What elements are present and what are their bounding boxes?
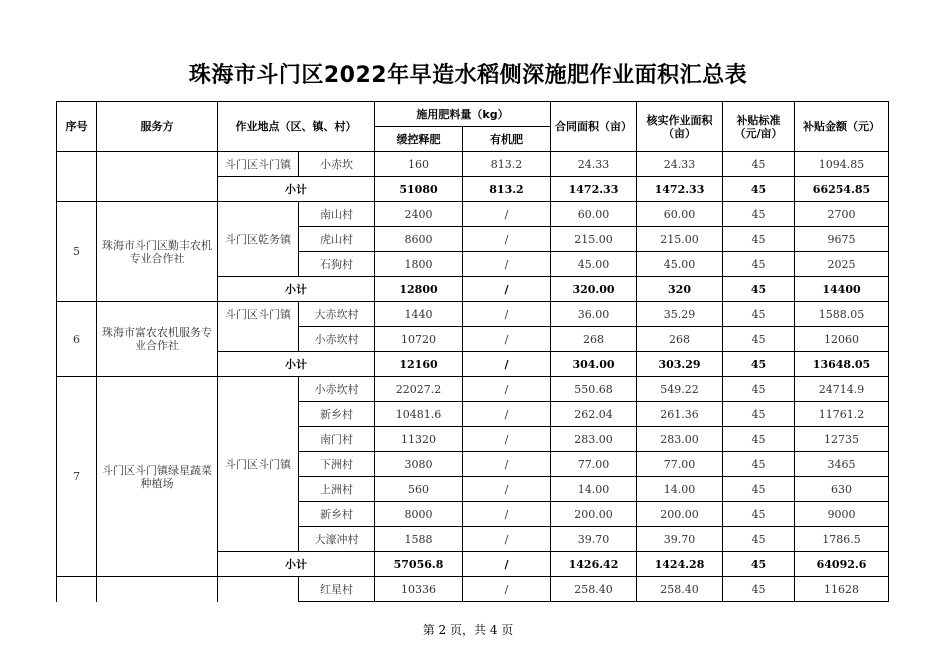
subtotal-label: 小计 — [218, 177, 375, 202]
subtotal-verified: 1472.33 — [637, 177, 723, 202]
slow-cell: 2400 — [375, 202, 463, 227]
subtotal-std: 45 — [723, 552, 795, 577]
summary-table — [56, 101, 889, 602]
slow-cell: 560 — [375, 477, 463, 502]
contract-cell: 60.00 — [551, 202, 637, 227]
verified-cell: 200.00 — [637, 502, 723, 527]
town-cell: 斗门区斗门镇 — [218, 152, 299, 177]
contract-cell: 24.33 — [551, 152, 637, 177]
contract-cell: 262.04 — [551, 402, 637, 427]
subtotal-amount: 14400 — [795, 277, 889, 302]
subtotal-organic: / — [463, 552, 551, 577]
verified-cell: 549.22 — [637, 377, 723, 402]
subtotal-organic: 813.2 — [463, 177, 551, 202]
std-cell: 45 — [723, 252, 795, 277]
contract-cell: 268 — [551, 327, 637, 352]
std-cell: 45 — [723, 327, 795, 352]
subtotal-slow: 12800 — [375, 277, 463, 302]
page-title: 珠海市斗门区2022年早造水稻侧深施肥作业面积汇总表 — [188, 63, 748, 88]
header-subsidy-std: 补贴标准（元/亩） — [723, 102, 795, 152]
header-fertilizer: 施用肥料量（kg） — [375, 102, 551, 127]
slow-cell: 10481.6 — [375, 402, 463, 427]
header-row — [57, 102, 889, 127]
village-cell: 小赤坎村 — [299, 377, 375, 402]
verified-cell: 258.40 — [637, 577, 723, 602]
verified-cell: 35.29 — [637, 302, 723, 327]
subtotal-amount: 64092.6 — [795, 552, 889, 577]
contract-cell: 258.40 — [551, 577, 637, 602]
verified-cell: 268 — [637, 327, 723, 352]
organic-cell: / — [463, 402, 551, 427]
subtotal-verified: 1424.28 — [637, 552, 723, 577]
std-cell: 45 — [723, 302, 795, 327]
std-cell: 45 — [723, 152, 795, 177]
header-verified-area: 核实作业面积（亩） — [637, 102, 723, 152]
organic-cell: / — [463, 577, 551, 602]
organic-cell: / — [463, 227, 551, 252]
organic-cell: / — [463, 252, 551, 277]
subtotal-slow: 51080 — [375, 177, 463, 202]
table-row — [57, 202, 889, 227]
village-cell: 上洲村 — [299, 477, 375, 502]
organic-cell: / — [463, 477, 551, 502]
seq-cell — [57, 152, 97, 202]
slow-cell: 10720 — [375, 327, 463, 352]
amount-cell: 1094.85 — [795, 152, 889, 177]
subtotal-std: 45 — [723, 177, 795, 202]
slow-cell: 22027.2 — [375, 377, 463, 402]
contract-cell: 200.00 — [551, 502, 637, 527]
std-cell: 45 — [723, 527, 795, 552]
subtotal-amount: 66254.85 — [795, 177, 889, 202]
verified-cell: 39.70 — [637, 527, 723, 552]
amount-cell: 2700 — [795, 202, 889, 227]
verified-cell: 24.33 — [637, 152, 723, 177]
table-row — [57, 152, 889, 177]
subtotal-slow: 57056.8 — [375, 552, 463, 577]
std-cell: 45 — [723, 377, 795, 402]
village-cell: 大赤坎村 — [299, 302, 375, 327]
amount-cell: 2025 — [795, 252, 889, 277]
subtotal-organic: / — [463, 277, 551, 302]
village-cell: 红星村 — [299, 577, 375, 602]
subtotal-label: 小计 — [218, 352, 375, 377]
verified-cell: 45.00 — [637, 252, 723, 277]
verified-cell: 14.00 — [637, 477, 723, 502]
organic-cell: 813.2 — [463, 152, 551, 177]
std-cell: 45 — [723, 502, 795, 527]
header-slow-release: 缓控释肥 — [375, 127, 463, 152]
provider-cell — [97, 577, 218, 602]
subtotal-contract: 1472.33 — [551, 177, 637, 202]
village-cell: 大濠冲村 — [299, 527, 375, 552]
std-cell: 45 — [723, 427, 795, 452]
contract-cell: 14.00 — [551, 477, 637, 502]
subtotal-label: 小计 — [218, 277, 375, 302]
amount-cell: 1588.05 — [795, 302, 889, 327]
provider-cell: 斗门区斗门镇绿星蔬菜种植场 — [97, 377, 218, 577]
amount-cell: 9000 — [795, 502, 889, 527]
table-row — [57, 377, 889, 402]
subtotal-amount: 13648.05 — [795, 352, 889, 377]
contract-cell: 77.00 — [551, 452, 637, 477]
subtotal-contract: 304.00 — [551, 352, 637, 377]
town-cell — [218, 577, 299, 602]
seq-cell: 6 — [57, 302, 97, 377]
contract-cell: 36.00 — [551, 302, 637, 327]
std-cell: 45 — [723, 402, 795, 427]
village-cell: 南山村 — [299, 202, 375, 227]
village-cell: 下洲村 — [299, 452, 375, 477]
slow-cell: 8000 — [375, 502, 463, 527]
slow-cell: 3080 — [375, 452, 463, 477]
organic-cell: / — [463, 202, 551, 227]
town-cell: 斗门区斗门镇 — [218, 377, 299, 552]
subtotal-contract: 1426.42 — [551, 552, 637, 577]
amount-cell: 12735 — [795, 427, 889, 452]
header-subsidy-amount: 补贴金额（元） — [795, 102, 889, 152]
subtotal-organic: / — [463, 352, 551, 377]
std-cell: 45 — [723, 477, 795, 502]
amount-cell: 12060 — [795, 327, 889, 352]
subtotal-contract: 320.00 — [551, 277, 637, 302]
header-location: 作业地点（区、镇、村） — [218, 102, 375, 152]
organic-cell: / — [463, 527, 551, 552]
page-footer: 第 2 页，共 4 页 — [422, 623, 514, 637]
amount-cell: 24714.9 — [795, 377, 889, 402]
header-provider: 服务方 — [97, 102, 218, 152]
organic-cell: / — [463, 327, 551, 352]
organic-cell: / — [463, 452, 551, 477]
organic-cell: / — [463, 377, 551, 402]
verified-cell: 261.36 — [637, 402, 723, 427]
amount-cell: 11761.2 — [795, 402, 889, 427]
std-cell: 45 — [723, 577, 795, 602]
std-cell: 45 — [723, 202, 795, 227]
town-cell: 斗门区斗门镇 — [218, 302, 299, 352]
subtotal-label: 小计 — [218, 552, 375, 577]
seq-cell: 7 — [57, 377, 97, 577]
subtotal-verified: 303.29 — [637, 352, 723, 377]
slow-cell: 10336 — [375, 577, 463, 602]
contract-cell: 550.68 — [551, 377, 637, 402]
provider-cell: 珠海市斗门区勤丰农机专业合作社 — [97, 202, 218, 302]
contract-cell: 39.70 — [551, 527, 637, 552]
organic-cell: / — [463, 302, 551, 327]
table-row — [57, 302, 889, 327]
village-cell: 小赤坎 — [299, 152, 375, 177]
table-row — [57, 577, 889, 602]
amount-cell: 11628 — [795, 577, 889, 602]
slow-cell: 1588 — [375, 527, 463, 552]
amount-cell: 9675 — [795, 227, 889, 252]
verified-cell: 283.00 — [637, 427, 723, 452]
village-cell: 虎山村 — [299, 227, 375, 252]
slow-cell: 11320 — [375, 427, 463, 452]
verified-cell: 77.00 — [637, 452, 723, 477]
seq-cell — [57, 577, 97, 602]
village-cell: 南门村 — [299, 427, 375, 452]
provider-cell — [97, 152, 218, 202]
village-cell: 新乡村 — [299, 402, 375, 427]
std-cell: 45 — [723, 227, 795, 252]
contract-cell: 215.00 — [551, 227, 637, 252]
village-cell: 新乡村 — [299, 502, 375, 527]
subtotal-std: 45 — [723, 352, 795, 377]
subtotal-slow: 12160 — [375, 352, 463, 377]
organic-cell: / — [463, 502, 551, 527]
slow-cell: 1440 — [375, 302, 463, 327]
organic-cell: / — [463, 427, 551, 452]
header-seq: 序号 — [57, 102, 97, 152]
subtotal-std: 45 — [723, 277, 795, 302]
header-contract-area: 合同面积（亩） — [551, 102, 637, 152]
slow-cell: 160 — [375, 152, 463, 177]
amount-cell: 630 — [795, 477, 889, 502]
amount-cell: 1786.5 — [795, 527, 889, 552]
contract-cell: 283.00 — [551, 427, 637, 452]
verified-cell: 60.00 — [637, 202, 723, 227]
village-cell: 小赤坎村 — [299, 327, 375, 352]
header-organic: 有机肥 — [463, 127, 551, 152]
slow-cell: 1800 — [375, 252, 463, 277]
slow-cell: 8600 — [375, 227, 463, 252]
contract-cell: 45.00 — [551, 252, 637, 277]
subtotal-verified: 320 — [637, 277, 723, 302]
std-cell: 45 — [723, 452, 795, 477]
village-cell: 石狗村 — [299, 252, 375, 277]
provider-cell: 珠海市富农农机服务专业合作社 — [97, 302, 218, 377]
town-cell: 斗门区乾务镇 — [218, 202, 299, 277]
seq-cell: 5 — [57, 202, 97, 302]
amount-cell: 3465 — [795, 452, 889, 477]
verified-cell: 215.00 — [637, 227, 723, 252]
